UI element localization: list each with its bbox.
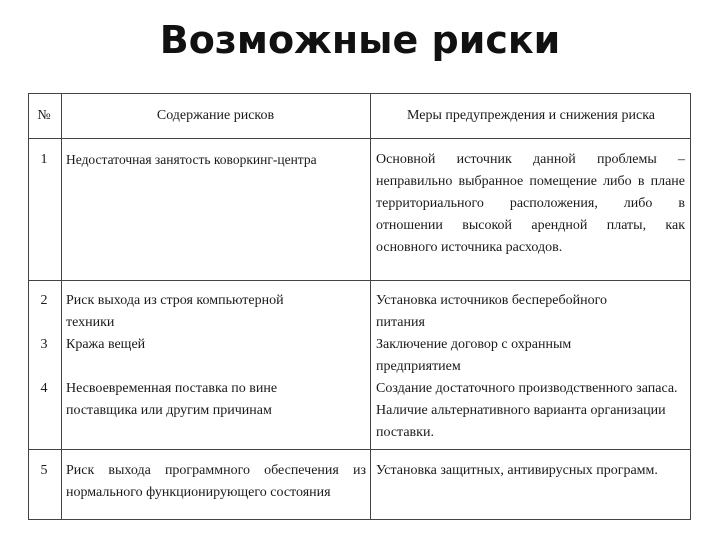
row-1-num: 1 bbox=[40, 152, 48, 167]
risks-table bbox=[28, 93, 691, 520]
header-content: Содержание рисков bbox=[156, 108, 275, 123]
row-2-num: 2 bbox=[40, 293, 48, 308]
row-5-content: Риск выхода программного обеспечения из нормального функционирующего состояния bbox=[66, 463, 366, 500]
column-divider bbox=[370, 94, 371, 519]
row-divider bbox=[29, 280, 690, 281]
row-divider bbox=[29, 138, 690, 139]
header-num: № bbox=[37, 108, 51, 123]
row-3-num: 3 bbox=[40, 337, 48, 352]
row-1-measures: Основной источник данной проблемы – неправильно выбранное помещение либо в плане территориального расположения, либо в отношении высокой арендной платы, как основного источника расходов. bbox=[376, 152, 685, 255]
column-divider bbox=[61, 94, 62, 519]
row-1-content: Недостаточная занятость коворкинг-центра bbox=[66, 152, 317, 167]
row-3-measures: Заключение договор с охранным предприятием bbox=[376, 337, 572, 374]
row-2-content: Риск выхода из строя компьютерной техники bbox=[66, 293, 284, 330]
row-4-num: 4 bbox=[40, 381, 48, 396]
row-3-content: Кража вещей bbox=[66, 337, 146, 352]
row-divider bbox=[29, 449, 690, 450]
page-title: Возможные риски bbox=[159, 18, 561, 62]
row-5-measures: Установка защитных, антивирусных программ. bbox=[376, 463, 658, 478]
row-4-measures: Создание достаточного производственного запаса. Наличие альтернативного варианта организации поставки. bbox=[376, 381, 678, 440]
row-4-content: Несвоевременная поставка по вине поставщика или другим причинам bbox=[66, 381, 278, 418]
row-5-num: 5 bbox=[40, 463, 48, 478]
header-measures: Меры предупреждения и снижения риска bbox=[407, 108, 655, 123]
row-2-measures: Установка источников бесперебойного питания bbox=[376, 293, 607, 330]
